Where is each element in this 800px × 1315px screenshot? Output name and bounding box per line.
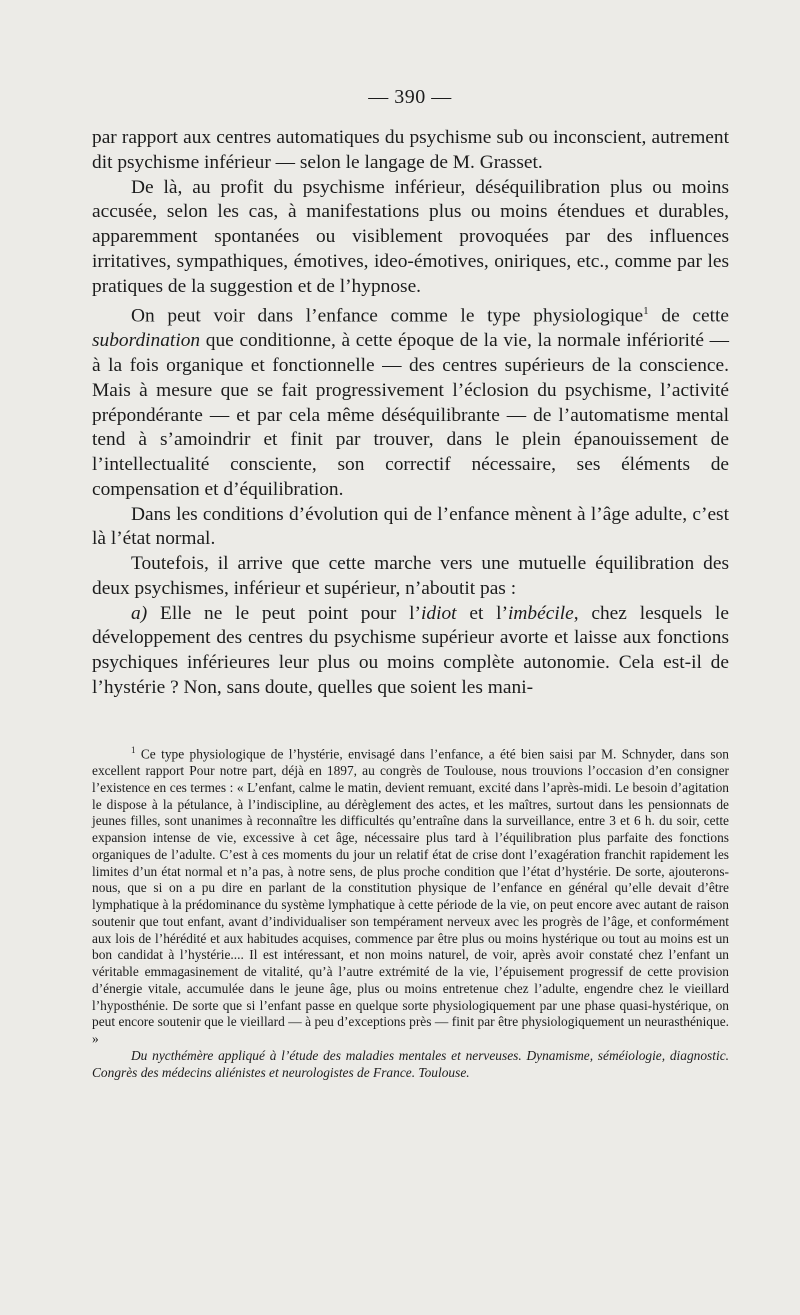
list-label: a)	[131, 602, 148, 624]
paragraph: On peut voir dans l’enfance comme le type physiologique$^1$ de cette subordination que conditionne, à cette époque de la vie, la normale infériorité — à la fois organique et fonctionnelle — des centres supérieurs de la conscience. Mais à mesure que se fait progressivement l’éclosion du psychisme, l’activité prépondérante — et par cela même déséquilibrante — de l’automatisme mental tend à s’amoindrir et finit par trouver, dans le plein épanouissement de l’intellectualité consciente, son correctif nécessaire, ses éléments de compensation et d’équilibration.	[92, 305, 729, 500]
main-text	[92, 126, 729, 701]
emphasis: imbécile	[508, 602, 574, 624]
footnote-text: Ce type physiologique de l’hystérie, envisagé dans l’enfance, a été bien saisi par M. Schnyder, dans son excellent rapport Pour notre part, déjà en 1897, au congrès de Toulouse, nous trouvions l’occasion d’en consigner l’existence en ces termes : « L’enfant, calme le matin, devient remuant, excité dans l’après-midi. Le besoin d’agitation le dispose à la pétulance, à l’indiscipline, au dérèglement des actes, et les maîtres, surtout dans les pensionnats de jeunes filles, sont unanimes à reconnaître les difficultés qu’entraîne dans la surveillance, entre 3 et 6 h. du soir, cette expansion intense de vie, excessive à cet âge, nécessaire plus tard à l’équilibration plus parfaite des fonctions organiques de l’adulte. C’est à ces moments du jour un relatif état de crise dont l’exagération franchit rapidement les limites d’un état normal et n’a pas, à notre sens, de plus proche condition que l’état d’hystérie. De sorte, ajouterons-nous, que si on a pu dire en parlant de la constitution physique de l’enfance en général qu’elle devait d’être lymphatique à la prédominance du système lymphatique à cette période de la vie, on peut encore avec autant de raison soutenir que tout enfant, avant d’individualiser son tempérament nerveux avec les progrès de l’âge, et conformément aux lois de l’hérédité et aux habitudes acquises, commence par être plus ou moins hystérique ou tout au moins est un bon candidat à l’hystérie.... Il est intéressant, et non moins naturel, de voir, après avoir constaté chez l’enfant un véritable emmagasinement de vitalité, qu’à l’autre extrémité de la vie, l’épuisement progressif de cette provision d’énergie vitale, accumulée dans le jeune âge, plus ou moins entretenue chez l’adulte, engendre chez le vieillard l’hyposthénie. De sorte que si l’enfant passe en quelque sorte physiologiquement par une phase quasi-hystérique, on peut encore soutenir que le vieillard — à peu d’exceptions près — finit par être physiologiquement un neurasthénique. »	[92, 746, 729, 1047]
footnote-citation: Du nycthémère appliqué à l’étude des maladies mentales et nerveuses. Dynamisme, séméiologie, diagnostic. Congrès des médecins aliénistes et neurologistes de France. Toulouse.	[92, 1047, 729, 1080]
footnote-reference: 1	[643, 305, 649, 318]
paragraph: par rapport aux centres automatiques du psychisme sub ou inconscient, autrement dit psychisme inférieur — selon le langage de M. Grasset.	[92, 127, 729, 173]
page-number: — 390 —	[368, 86, 452, 108]
paragraph: a) Elle ne le peut point pour l’idiot et l’imbécile, chez lesquels le développement des centres du psychisme supérieur avorte et laisse aux fonctions psychiques inférieures leur plus ou moins complète autonomie. Cela est-il de l’hystérie ? Non, sans doute, quelles que soient les mani-	[92, 602, 729, 698]
emphasis: idiot	[421, 602, 457, 624]
footnote	[92, 742, 729, 1048]
paragraph: De là, au profit du psychisme inférieur, déséquilibration plus ou moins accusée, selon les cas, à manifestations plus ou moins étendues et durables, apparemment spontanées ou visiblement provoquées par des influences irritatives, sympathiques, émotives, ideo-émotives, oniriques, etc., comme par les pratiques de la suggestion et de l’hypnose.	[92, 176, 729, 297]
paragraph: Toutefois, il arrive que cette marche vers une mutuelle équilibration des deux psychismes, inférieur et supérieur, n’aboutit pas :	[92, 553, 729, 599]
emphasis: subordination	[92, 330, 201, 352]
footnote-block	[92, 742, 729, 1081]
footnote-number: 1	[131, 745, 136, 755]
paragraph: Dans les conditions d’évolution qui de l’enfance mènent à l’âge adulte, c’est là l’état normal.	[92, 503, 729, 550]
